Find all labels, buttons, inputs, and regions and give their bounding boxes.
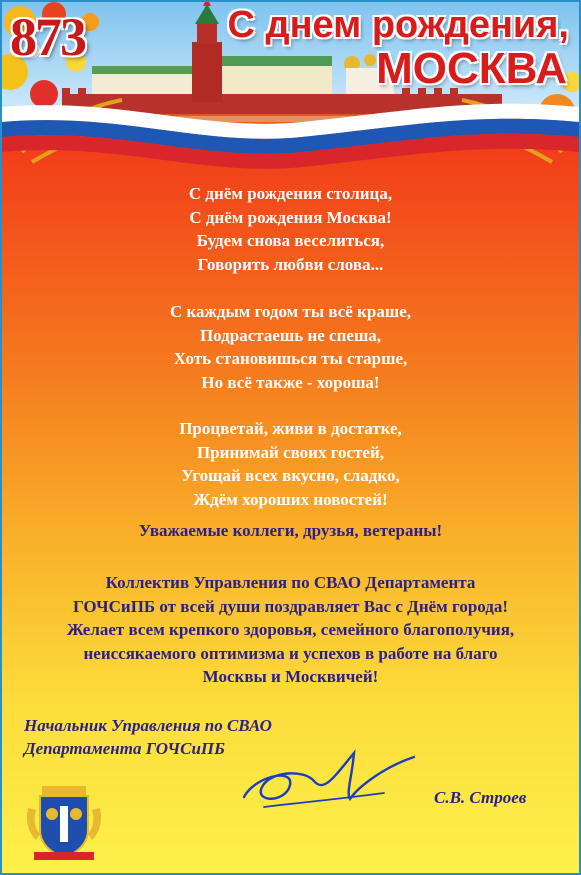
poem-line: С днём рождения столица, xyxy=(188,184,393,203)
message-line: Москвы и Москвичей! xyxy=(202,667,379,686)
poem-line: Угощай всех вкусно, сладко, xyxy=(181,466,400,485)
poem-line: С днём рождения Москва! xyxy=(189,207,392,227)
poem-line: Хоть становишься ты старше, xyxy=(173,349,408,368)
message-line: Коллектив Управления по СВАО Департамента xyxy=(105,573,476,592)
poem-line: Подрастаешь не спеша, xyxy=(199,325,382,345)
message-line: ГОЧСиПБ от всей души поздравляет Вас с Днём города! xyxy=(72,596,509,616)
header-banner xyxy=(2,2,579,177)
position-line: Департамента ГОЧСиПБ xyxy=(24,739,225,758)
position-line: Начальник Управления по СВАО xyxy=(24,716,272,735)
title-line1: С днем рождения, xyxy=(227,4,569,46)
signer-name: С.В. Строев xyxy=(434,788,527,807)
poem-line: Будем снова веселиться, xyxy=(196,231,385,250)
poem-line: Говорить любви слова... xyxy=(197,254,384,274)
district-emblem-icon xyxy=(24,778,104,862)
poem-line: Принимай своих гостей, xyxy=(196,442,384,462)
poem-stanza-2 xyxy=(2,300,579,394)
handwritten-signature xyxy=(234,747,424,817)
message-line: неиссякаемого оптимизма и успехов в работе на благо xyxy=(83,643,498,663)
poem-line: Процветай, живи в достатке, xyxy=(179,419,402,438)
title-line2: МОСКВА xyxy=(376,44,567,93)
greeting-line: Уважаемые коллеги, друзья, ветераны! xyxy=(138,521,443,540)
message-line: Желает всем крепкого здоровья, семейного благополучия, xyxy=(66,620,515,639)
poem-line: С каждым годом ты всё краше, xyxy=(169,302,411,321)
poem-stanza-1 xyxy=(2,182,579,276)
anniversary-number: 873 xyxy=(10,7,85,67)
poem-line: Ждём хороших новостей! xyxy=(193,489,388,509)
congratulation-message xyxy=(2,571,579,689)
poem-line: Но всё также - хороша! xyxy=(201,372,380,392)
poem-stanza-3 xyxy=(2,417,579,511)
